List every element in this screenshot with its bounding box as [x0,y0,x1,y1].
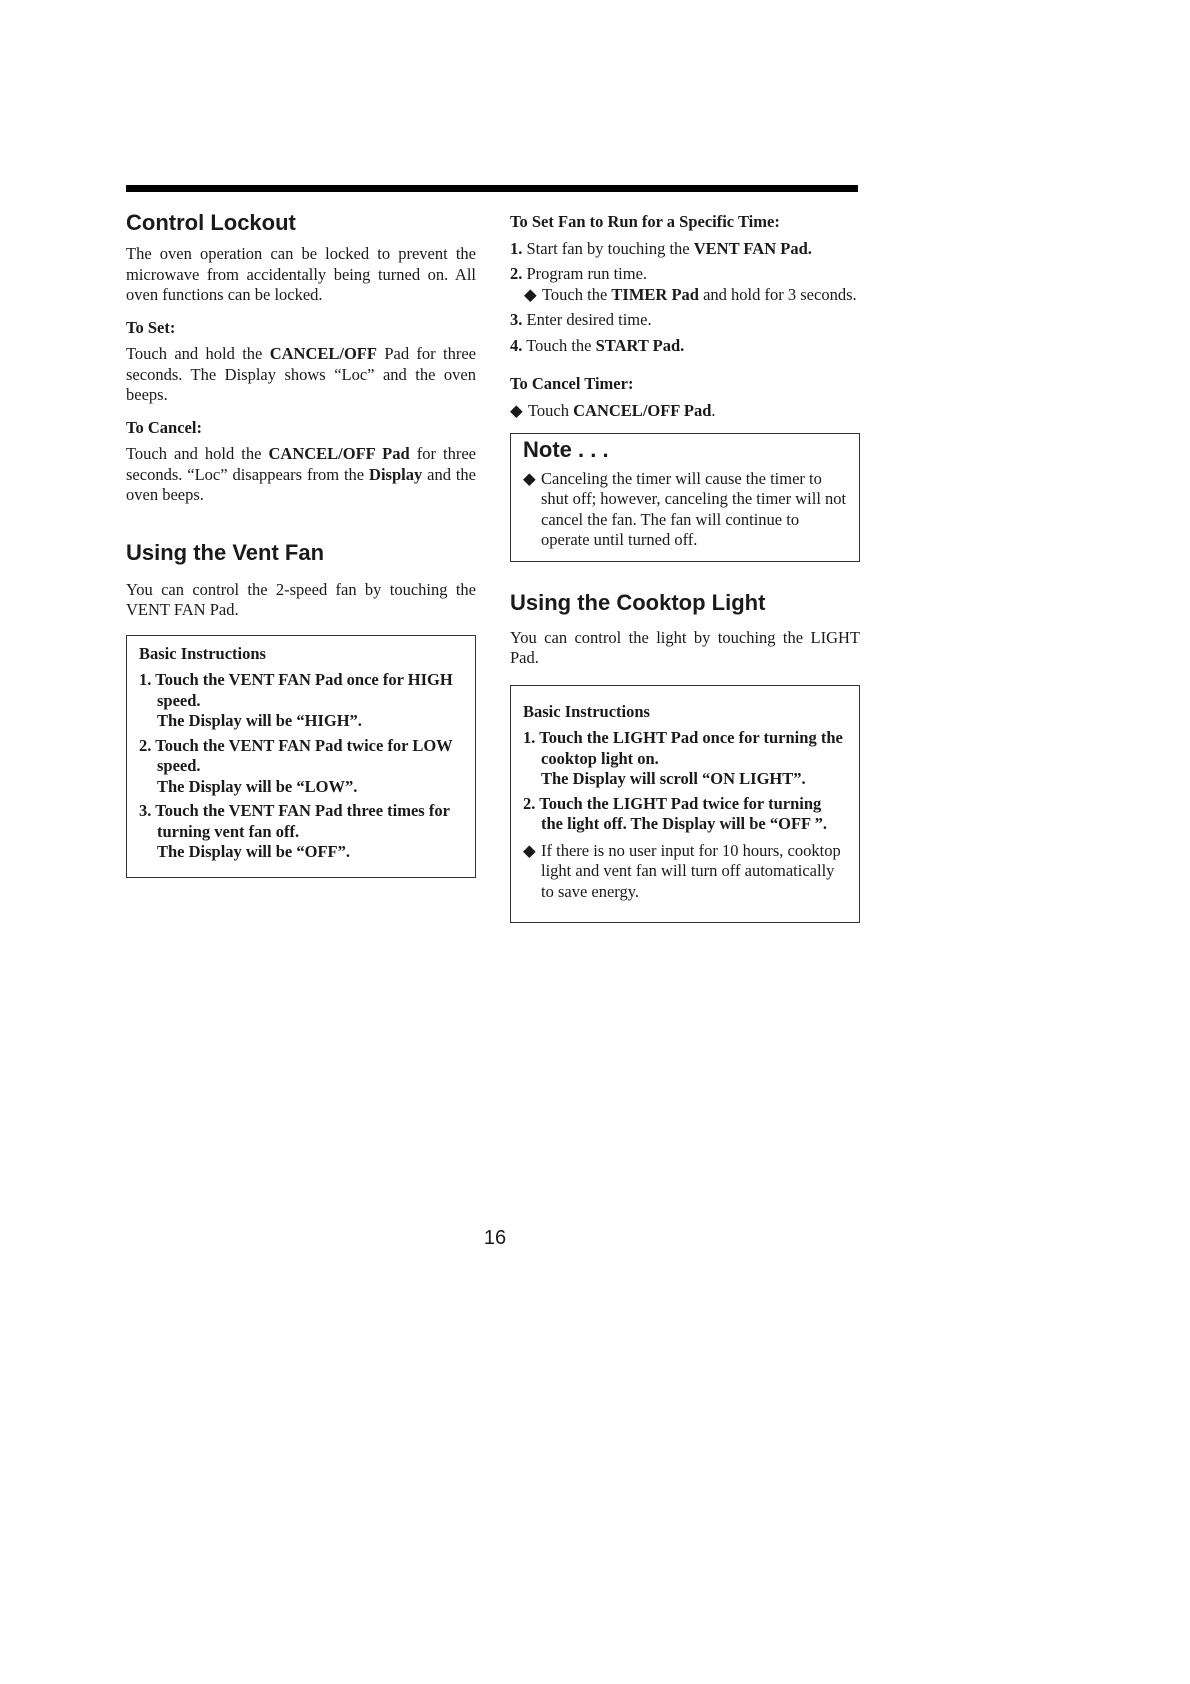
vent-fan-display-text: The Display will be “OFF”. [157,842,350,861]
fan-timer-step-2: 2. Program run time. [510,264,648,283]
control-lockout-intro: The oven operation can be locked to prevent the microwave from accidentally being turned on. All oven functions can be locked. [126,244,476,304]
fan-timer-step-2-bullet: ◆ Touch the TIMER Pad and hold for 3 seconds. [524,284,857,304]
vent-fan-step: 2. Touch the VENT FAN Pad twice for LOW speed. The Display will be “LOW”. [139,736,463,798]
diamond-bullet-icon: ◆ [524,284,537,304]
vent-fan-step: 1. Touch the VENT FAN Pad once for HIGH speed. The Display will be “HIGH”. [139,670,463,732]
vent-fan-box-title: Basic Instructions [139,643,266,663]
vent-fan-display-text: The Display will be “LOW”. [157,776,358,796]
cooktop-light-display-text: The Display will scroll “ON LIGHT”. [541,769,806,788]
page-number: 16 [483,1227,507,1249]
cooktop-light-box-title: Basic Instructions [523,701,650,721]
vent-fan-step: 3. Touch the VENT FAN Pad three times for turning vent fan off. The Display will be “OFF”. [139,801,463,863]
left-column [126,200,476,878]
cooktop-light-step-1: 1. Touch the LIGHT Pad once for turning the cooktop light on. The Display will scroll “ON LIGHT”. [523,728,847,790]
diamond-bullet-icon: ◆ [510,400,523,420]
vent-fan-heading: Using the Vent Fan [126,539,325,565]
note-box [510,433,860,562]
fan-timer-heading: To Set Fan to Run for a Specific Time: [510,212,780,231]
cooktop-light-step-2: 2. Touch the LIGHT Pad twice for turning the light off. The Display will be “OFF ”. [523,793,828,833]
fan-timer-step-1: 1. Start fan by touching the VENT FAN Pad. [510,238,812,258]
right-column [510,212,860,923]
top-rule [126,185,858,192]
note-text: ◆ Canceling the timer will cause the timer to shut off; however, canceling the timer will not cancel the fan. The fan will continue to operate until turned off. [523,468,847,549]
to-cancel-label: To Cancel: [126,417,202,437]
diamond-bullet-icon: ◆ [523,840,536,860]
to-cancel-text: Touch and hold the CANCEL/OFF Pad for three seconds. “Loc” disappears from the Display and the oven beeps. [126,444,476,504]
vent-fan-instructions-box [126,635,476,878]
fan-timer-step-4: 4. Touch the START Pad. [510,335,685,355]
to-set-text: Touch and hold the CANCEL/OFF Pad for three seconds. The Display shows “Loc” and the oven beeps. [126,344,476,404]
cooktop-light-bullet: ◆ If there is no user input for 10 hours, cooktop light and vent fan will turn off automatically to save energy. [523,840,841,901]
cancel-timer-bullet: ◆ Touch CANCEL/OFF Pad. [510,400,716,420]
vent-fan-intro: You can control the 2-speed fan by touching the VENT FAN Pad. [126,579,476,619]
cooktop-light-intro: You can control the light by touching the LIGHT Pad. [510,627,860,667]
cooktop-light-heading: Using the Cooktop Light [510,589,766,615]
cooktop-light-instructions-box [510,685,860,924]
diamond-bullet-icon: ◆ [523,468,536,488]
control-lockout-heading: Control Lockout [126,210,296,235]
to-set-label: To Set: [126,317,176,337]
note-title: Note . . . [523,437,609,462]
cancel-timer-heading: To Cancel Timer: [510,374,634,393]
vent-fan-display-text: The Display will be “HIGH”. [157,711,362,730]
fan-timer-step-3: 3. Enter desired time. [510,310,652,329]
